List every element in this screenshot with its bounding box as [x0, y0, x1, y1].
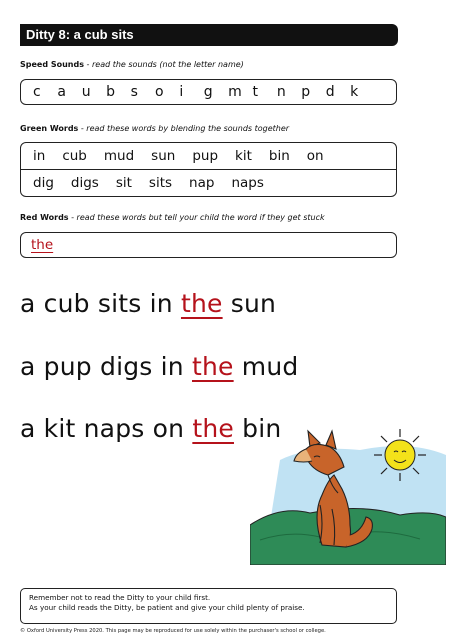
green-words-instruction: - read these words by blending the sounds together [80, 124, 290, 133]
green-word: sits [148, 175, 173, 191]
speed-sound: k [350, 84, 359, 100]
speed-sound: p [301, 84, 311, 100]
red-words-heading: Red Words [20, 213, 69, 222]
sentence-1-before: a cub sits in [20, 289, 181, 318]
green-word: on [306, 148, 324, 164]
speed-sounds-instruction: - read the sounds (not the letter name) [86, 60, 244, 69]
green-words-heading: Green Words [20, 124, 79, 133]
green-word: sit [115, 175, 132, 191]
green-word: kit [235, 148, 252, 164]
red-words-instruction: - read these words but tell your child the word if they get stuck [71, 213, 325, 222]
green-word: digs [70, 175, 99, 191]
green-words-label [20, 124, 289, 133]
green-words-box [20, 142, 397, 197]
copyright-footer: © Oxford University Press 2020. This page may be reproduced for use solely within the purchaser's school or college. [20, 628, 326, 634]
speed-sound: g [203, 84, 213, 100]
parent-note-line-2: As your child reads the Ditty, be patient and give your child plenty of praise. [29, 603, 305, 612]
sentence-3-after: bin [233, 414, 282, 443]
speed-sounds-box [20, 79, 397, 105]
green-word: naps [231, 175, 264, 191]
fox-in-sun-illustration [250, 405, 446, 565]
speed-sound: c [33, 84, 41, 100]
speed-sound: s [130, 84, 138, 100]
speed-sounds-label [20, 60, 244, 69]
speed-sound: d [325, 84, 335, 100]
green-word: sun [151, 148, 176, 164]
green-word: pup [192, 148, 219, 164]
sentence-1-red-word: the [180, 289, 223, 318]
speed-sound: n [276, 84, 286, 100]
speed-sound: i [179, 84, 184, 100]
red-words-label [20, 213, 325, 222]
page-title: Ditty 8: a cub sits [20, 24, 398, 46]
speed-sounds-heading: Speed Sounds [20, 60, 84, 69]
sun-icon [374, 429, 426, 481]
sentence-2 [20, 352, 298, 381]
sentence-2-before: a pup digs in [20, 352, 192, 381]
green-word: mud [103, 148, 135, 164]
parent-note-line-1: Remember not to read the Ditty to your child first. [29, 593, 211, 602]
sentence-3-before: a kit naps on [20, 414, 193, 443]
sentence-3 [20, 414, 281, 443]
speed-sound: o [154, 84, 164, 100]
speed-sound: m [228, 84, 242, 100]
red-words-box [20, 232, 397, 258]
green-word: nap [189, 175, 215, 191]
sentence-2-red-word: the [192, 352, 234, 381]
speed-sound: u [81, 84, 91, 100]
sentence-1-after: sun [222, 289, 277, 318]
green-words-row-1 [21, 143, 396, 169]
parent-note [20, 588, 397, 624]
sentence-2-after: mud [233, 352, 299, 381]
speed-sound: a [57, 84, 66, 100]
sentence-1 [20, 289, 276, 318]
green-word: dig [33, 175, 54, 191]
green-words-row-2 [21, 169, 396, 196]
green-word: cub [62, 148, 87, 164]
green-word: in [33, 148, 46, 164]
speed-sound: t [252, 84, 259, 100]
speed-sounds-row [21, 80, 396, 104]
sentence-3-red-word: the [192, 414, 234, 443]
red-word-the: the [31, 237, 54, 253]
speed-sound: b [106, 84, 116, 100]
green-word: bin [268, 148, 290, 164]
